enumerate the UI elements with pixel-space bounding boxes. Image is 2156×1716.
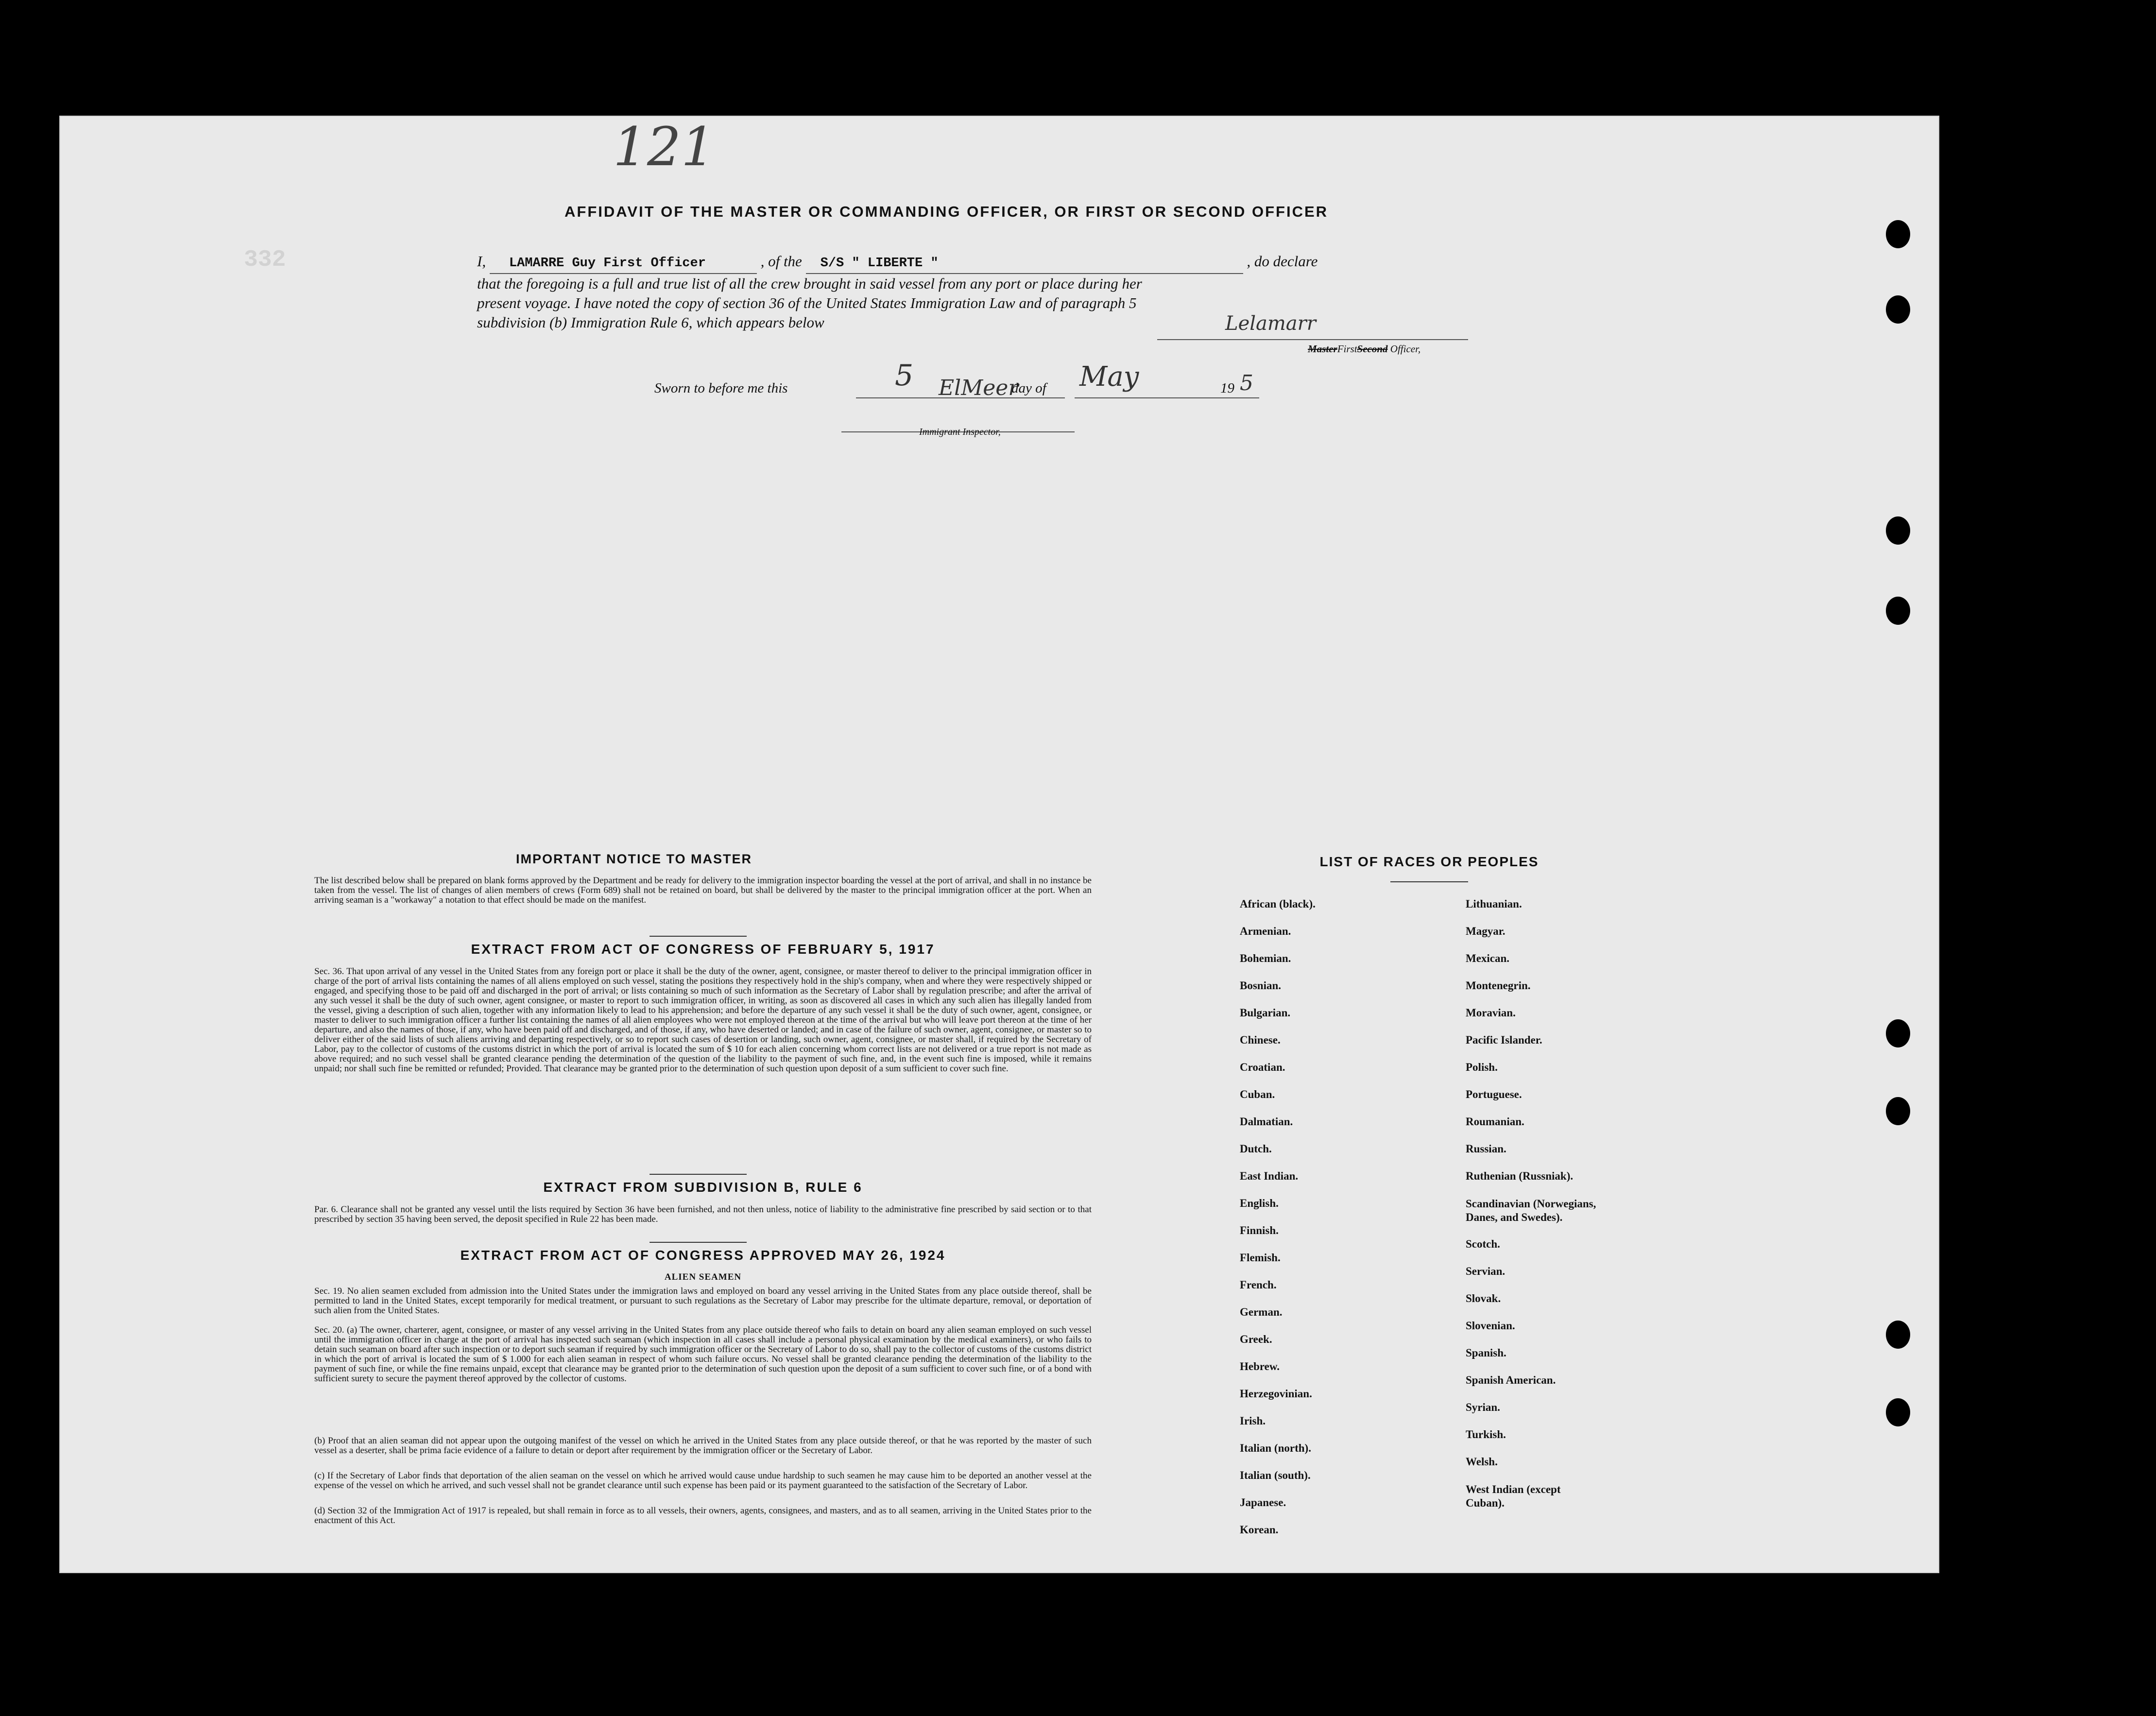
extract-1917-title: EXTRACT FROM ACT OF CONGRESS OF FEBRUARY 5, 1917: [471, 942, 935, 957]
affidavit-i: I,: [477, 253, 486, 270]
officer-title-line: [1308, 343, 1420, 355]
month-line: [1075, 397, 1259, 398]
of-the-label: , of the: [760, 253, 802, 270]
race-item: Japanese.: [1240, 1496, 1286, 1509]
race-item: Bulgarian.: [1240, 1007, 1291, 1019]
race-item: Italian (south).: [1240, 1469, 1311, 1481]
vessel-name-field: [806, 252, 1243, 274]
affidavit-line-3: present voyage. I have noted the copy of section 36 of the United States Immigration Law and of paragraph 5: [477, 294, 1137, 311]
race-item: Syrian.: [1466, 1401, 1500, 1413]
race-item: Turkish.: [1466, 1428, 1506, 1441]
race-item: Servian.: [1466, 1265, 1506, 1277]
affidavit-line-2: that the foregoing is a full and true list of all the crew brought in said vessel from any port or place during her: [477, 275, 1142, 292]
extract-1924-title: EXTRACT FROM ACT OF CONGRESS APPROVED MAY 26, 1924: [460, 1248, 946, 1263]
race-item: Russian.: [1466, 1143, 1506, 1155]
extract-1924-sec20c: (c) If the Secretary of Labor finds that deportation of the alien seaman on the vessel on which he arrived would cause undue hardship to such seamen he may cause him to be deported an another vessel at the expense of the vessel on which he arrived, and such vessel shall not be grandet clearance until such expense has been paid or its payment guaranteed to the satisfaction of the Secretary of Labor.: [314, 1471, 1092, 1491]
race-item: Herzegovinian.: [1240, 1388, 1312, 1400]
extract-rule6-title: EXTRACT FROM SUBDIVISION B, RULE 6: [543, 1180, 863, 1195]
race-item: East Indian.: [1240, 1170, 1299, 1182]
race-item: Scotch.: [1466, 1238, 1500, 1250]
race-item: Dutch.: [1240, 1143, 1272, 1155]
race-item: Lithuanian.: [1466, 898, 1522, 910]
day-of-label: day of: [1011, 380, 1046, 396]
officer-suffix: Officer,: [1390, 343, 1421, 355]
notice-title: IMPORTANT NOTICE TO MASTER: [516, 852, 752, 866]
race-item: Dalmatian.: [1240, 1115, 1293, 1128]
punch-hole-icon: [1886, 1097, 1910, 1125]
race-item: English.: [1240, 1197, 1279, 1209]
extract-rule6-rule: [650, 1242, 747, 1243]
race-item: Welsh.: [1466, 1456, 1498, 1468]
inspector-signature: ElMeer: [939, 376, 1019, 400]
race-item: Scandinavian (Norwegians, Danes, and Swedes).: [1466, 1198, 1596, 1223]
race-item: Irish.: [1240, 1415, 1266, 1427]
race-item: Spanish American.: [1466, 1374, 1556, 1386]
punch-hole-icon: [1886, 516, 1910, 545]
race-item: Spanish.: [1466, 1347, 1506, 1359]
page-number-stamp: 121: [613, 116, 715, 178]
races-rule: [1390, 881, 1468, 882]
sworn-day: 5: [895, 359, 914, 393]
race-item: Chinese.: [1240, 1034, 1281, 1046]
year-suffix: 5: [1240, 371, 1253, 395]
punch-hole-icon: [1886, 1019, 1910, 1047]
officer-signature: Lelamarr: [1225, 312, 1316, 335]
race-item: Italian (north).: [1240, 1442, 1311, 1454]
sworn-label: Sworn to before me this: [654, 380, 788, 396]
race-item: Polish.: [1466, 1061, 1498, 1073]
race-item: Magyar.: [1466, 925, 1506, 937]
extract-1917-text: Sec. 36. That upon arrival of any vessel in the United States from any foreign port or place it shall be the duty of the owner, agent, consignee, or master thereof to deliver to the principal immigration officer in charge of the port of arrival lists containing the names of all aliens employed on such vessel, stating the positions they respectively hold in the ship's company, when and where they were respectively shipped or engaged, and specifying those to be paid off and discharged in the port of arrival; or lists containing so much of such information as the Secretary of Labor shall by regulation prescribe; and after the arrival of any such vessel it shall be the duty of such owner, agent consignee, or master to report to such immigration officer, in writing, as soon as discovered all cases in which any such alien has illegally landed from the vessel, giving a description of such alien, together with any information likely to lead to his apprehension; and before the departure of any such vessel it shall be the duty of such owner, agent, consignee, or master to deliver to such immigration officer a further list containing the names of all alien employees who were not employed thereon at the time of the arrival but who will leave port thereon at the time of her departure, and also the names of those, if any, who have been paid off and discharged, and of those, if any, who have deserted or landed; and in case of the failure of such owner, agent, consignee, or master so to deliver either of the said lists of such aliens arriving and departing respectively, or so to report such cases of desertion or landing, such owner, agent, consignee, or master shall, if required by the Secretary of Labor, pay to the collector of customs of the customs district in which the port of arrival is located the sum of $ 10 for each alien concerning whom correct lists are not delivered or a true report is not made as above required; and no such vessel shall be granted clearance pending the determination of the question of the liability to the payment of such fine, and, in the event such fine is imposed, while it remains unpaid; nor shall such fine be remitted or refunded; Provided. That clearance may be granted prior to the determination of such question upon deposit of a sum sufficient to cover such fine.: [314, 966, 1092, 1074]
alien-seamen-subtitle: ALIEN SEAMEN: [664, 1272, 742, 1282]
document-page: [59, 116, 1939, 1573]
punch-hole-icon: [1886, 295, 1910, 324]
affidavit-line-1: [477, 252, 1488, 274]
race-item: Portuguese.: [1466, 1088, 1522, 1100]
affidavit-title: AFFIDAVIT OF THE MASTER OR COMMANDING OFFICER, OR FIRST OR SECOND OFFICER: [565, 203, 1329, 220]
race-item: Moravian.: [1466, 1007, 1516, 1019]
officer-name: LAMARRE Guy First Officer: [509, 256, 706, 271]
affidavit-body: [477, 252, 1488, 332]
race-item: Bosnian.: [1240, 979, 1282, 992]
struck-master: Master: [1308, 343, 1337, 355]
extract-1924-sec19: Sec. 19. No alien seamen excluded from admission into the United States under the immigration laws and employed on board any vessel arriving in the United States from any place outside thereof, shall be permitted to land in the United States, except temporarily for medical treatment, or pursuant to such regulations as the Secretary of Labor may prescribe for the ultimate departure, removal, or deportation of such alien from the United States.: [314, 1286, 1092, 1316]
race-item: Hebrew.: [1240, 1360, 1280, 1373]
race-item: French.: [1240, 1279, 1277, 1291]
year-prefix: 19: [1220, 380, 1234, 396]
race-item: Slovak.: [1466, 1292, 1501, 1304]
notice-rule: [650, 936, 747, 937]
race-item: Mexican.: [1466, 952, 1510, 964]
race-item: Ruthenian (Russniak).: [1466, 1170, 1574, 1182]
signature-line: [1157, 339, 1468, 340]
race-item: Armenian.: [1240, 925, 1291, 937]
sworn-month: May: [1079, 361, 1139, 393]
affidavit-line-4: subdivision (b) Immigration Rule 6, which appears below: [477, 314, 824, 331]
race-item: African (black).: [1240, 898, 1316, 910]
race-item: Finnish.: [1240, 1224, 1279, 1236]
bleed-through-number: 332: [244, 247, 286, 273]
race-item: German.: [1240, 1306, 1283, 1318]
race-item: Pacific Islander.: [1466, 1034, 1542, 1046]
punch-hole-icon: [1886, 597, 1910, 625]
vessel-name: S/S " LIBERTE ": [820, 256, 939, 271]
race-item: Slovenian.: [1466, 1320, 1515, 1332]
race-item: Flemish.: [1240, 1252, 1281, 1264]
extract-1924-sec20b: (b) Proof that an alien seaman did not appear upon the outgoing manifest of the vessel on which he arrived in the United States from any place outside thereof, or that he was reported by the master of such vessel as a deserter, shall be prima facie evidence of a failure to detain or deport after requirement by the immigration officer or the Secretary of Labor.: [314, 1436, 1092, 1456]
races-title: LIST OF RACES OR PEOPLES: [1319, 854, 1539, 869]
extract-1924-sec20d: (d) Section 32 of the Immigration Act of 1917 is repealed, but shall remain in force as to all vessels, their owners, agents, consignees, and masters, and as to all seamen, arriving in the United States prior to the enactment of this Act.: [314, 1506, 1092, 1526]
race-item: Cuban.: [1240, 1088, 1275, 1100]
races-left-column: [1240, 898, 1444, 1551]
race-item: Bohemian.: [1240, 952, 1291, 964]
extract-rule6-text: Par. 6. Clearance shall not be granted any vessel until the lists required by Section 36 have been furnished, and not then unless, notice of liability to the administrative fine prescribed by said section or to that prescribed by section 35 having been served, the deposit specified in Rule 22 has been made.: [314, 1204, 1092, 1224]
race-item: Croatian.: [1240, 1061, 1285, 1073]
punch-hole-icon: [1886, 220, 1910, 248]
extract-1917-rule: [650, 1174, 747, 1175]
race-item: West Indian (except Cuban).: [1466, 1483, 1561, 1509]
punch-hole-icon: [1886, 1321, 1910, 1349]
notice-text: The list described below shall be prepared on blank forms approved by the Department and be ready for delivery to the immigration inspector boarding the vessel at the port of arrival, and shall in no instance be taken from the vessel. The list of changes of alien members of crews (Form 689) shall not be retained on board, but shall be delivered by the master to the principal immigration officer at the port. When an arriving seaman is a "workaway" a notation to that effect should be made on the manifest.: [314, 875, 1092, 905]
officer-first: First: [1337, 343, 1357, 355]
do-declare-label: , do declare: [1247, 253, 1318, 270]
races-right-column: [1466, 898, 1679, 1510]
extract-1924-sec20a: Sec. 20. (a) The owner, charterer, agent, consignee, or master of any vessel arriving in the United States from any place outside thereof who fails to detain on board any alien seaman employed on such vessel until the immigration officer in charge at the port of arrival has inspected such seaman (which inspection in all cases shall include a personal physical examination by the medical examiners), or who fails to detain such seaman on board after such inspection or to deport such seaman if required by such immigration officer or the Secretary of Labor to do so, shall pay to the collector of customs of the customs district in which the port of arrival is located the sum of $ 1.000 for each alien seaman in respect of whom such failure occurs. No vessel shall be granted clearance pending the determination of the liability to the payment of such fine, or while the fine remains unpaid, except that clearance may be granted prior to the determination of such question upon the deposit of a sum sufficient to cover such fine, or of a bond with sufficient surety to secure the payment thereof approved by the collector of customs.: [314, 1325, 1092, 1384]
race-item: Roumanian.: [1466, 1115, 1524, 1128]
punch-hole-icon: [1886, 1398, 1910, 1426]
struck-second: Second: [1357, 343, 1388, 355]
race-item: Korean.: [1240, 1524, 1279, 1536]
race-item: Greek.: [1240, 1333, 1272, 1345]
officer-name-field: [490, 252, 757, 274]
inspector-label: Immigrant Inspector,: [919, 427, 1001, 437]
race-item: Montenegrin.: [1466, 979, 1531, 992]
